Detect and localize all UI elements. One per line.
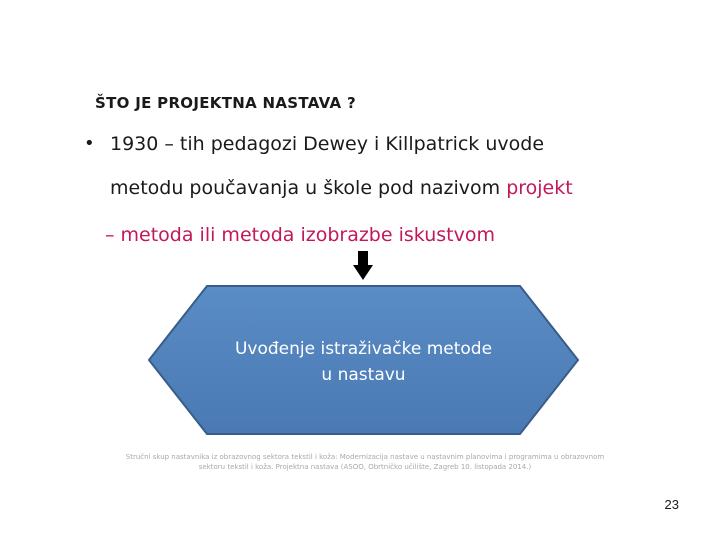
footer-note: [95, 452, 635, 472]
bullet-line-2: [110, 177, 573, 199]
bullet-line-1: 1930 – tih pedagozi Dewey i Killpatrick uvode: [110, 133, 545, 155]
bullet-line-2-text: metodu poučavanja u škole pod nazivom: [110, 177, 507, 199]
hexagon-line-1: Uvođenje istraživačke metode: [234, 339, 493, 359]
highlight-projekt: projekt: [506, 177, 573, 199]
hexagon-label: [147, 336, 580, 388]
down-arrow-icon: [353, 251, 373, 281]
page-number: 23: [664, 497, 679, 512]
bullet-icon: •: [84, 133, 95, 154]
footer-line-2: sektoru tekstil i koža. Projektna nastava (ASOO, Obrtničko učilište, Zagreb 10. listopada 2014.): [198, 463, 532, 471]
slide-title: ŠTO JE PROJEKTNA NASTAVA ?: [95, 94, 356, 112]
footer-line-1: Stručni skup nastavnika iz obrazovnog sektora tekstil i koža: Modernizacija nastave u nastavnim planovima i programima u obrazovnom: [125, 453, 605, 461]
hexagon-line-2: u nastavu: [321, 365, 406, 385]
bullet-line-3: – metoda ili metoda izobrazbe iskustvom: [105, 224, 495, 246]
